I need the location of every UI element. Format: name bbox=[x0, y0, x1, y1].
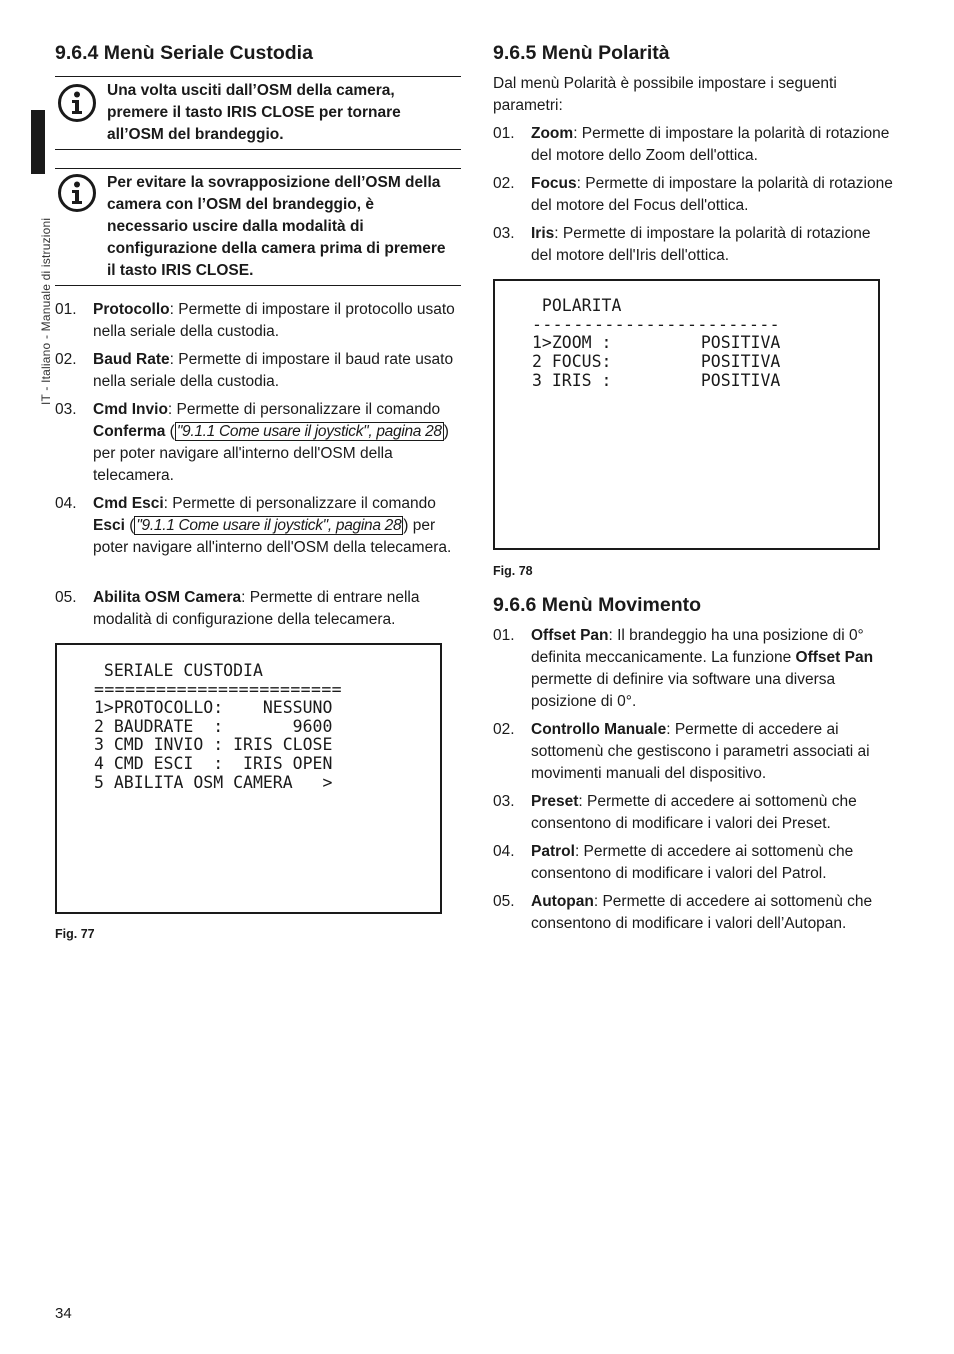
screen-line: ======================== bbox=[94, 680, 343, 699]
osm-screen-polarita bbox=[493, 279, 880, 550]
item-description: permette di definire via software una diversa posizione di 0°. bbox=[531, 671, 836, 710]
item-term-secondary: Esci bbox=[93, 517, 125, 534]
side-tab-bar bbox=[31, 110, 45, 174]
item-term: Cmd Esci bbox=[93, 495, 164, 512]
page-number: 34 bbox=[55, 1305, 72, 1322]
item-term: Zoom bbox=[531, 125, 574, 142]
item-term: Baud Rate bbox=[93, 351, 170, 368]
info-note-1-text: Una volta usciti dall’OSM della camera, premere il tasto IRIS CLOSE per tornare all’OSM del brandeggio. bbox=[107, 82, 401, 143]
screen-line: 2 FOCUS: POSITIVA bbox=[532, 352, 781, 371]
item-description: ( bbox=[165, 423, 175, 440]
item-term: Patrol bbox=[531, 843, 575, 860]
item-term: Focus bbox=[531, 175, 577, 192]
item-description: : Permette di accedere ai sottomenù che consentono di modificare i valori del Patrol. bbox=[531, 843, 854, 882]
item-number: 02. bbox=[493, 175, 515, 192]
screen-line: 2 BAUDRATE : 9600 bbox=[94, 717, 333, 736]
item-term: Abilita OSM Camera bbox=[93, 589, 242, 606]
item-description: : Permette di accedere ai sottomenù che consentono di modificare i valori dell’Autopan. bbox=[531, 893, 873, 932]
item-number: 04. bbox=[55, 495, 77, 512]
info-icon bbox=[57, 83, 97, 123]
item-number: 01. bbox=[493, 125, 515, 142]
cross-reference-link[interactable]: "9.1.1 Come usare il joystick", pagina 28 bbox=[176, 423, 442, 440]
section-title-movimento: 9.6.6 Menù Movimento bbox=[493, 594, 702, 616]
info-icon bbox=[57, 173, 97, 213]
screen-line: ------------------------ bbox=[532, 315, 781, 334]
item-number: 03. bbox=[493, 225, 515, 242]
item-description: : Permette di impostare il baud rate usato nella seriale della custodia. bbox=[93, 351, 454, 390]
item-description: : Permette di accedere ai sottomenù che gestiscono i parametri associati ai movimenti manuali del dispositivo. bbox=[531, 721, 870, 782]
item-description: ( bbox=[124, 517, 135, 534]
screen-line: 5 ABILITA OSM CAMERA > bbox=[94, 773, 333, 792]
item-term: Offset Pan bbox=[531, 627, 609, 644]
screen-line: 3 IRIS : POSITIVA bbox=[532, 371, 781, 390]
item-description: : Permette di impostare la polarità di rotazione del motore dello Zoom dell'ottica. bbox=[531, 125, 890, 164]
item-number: 05. bbox=[55, 589, 77, 606]
item-term-secondary: Offset Pan bbox=[795, 649, 874, 666]
info-note-1 bbox=[55, 76, 461, 150]
item-term: Preset bbox=[531, 793, 579, 810]
intro-paragraph: Dal menù Polarità è possibile impostare i seguenti parametri: bbox=[493, 75, 837, 114]
item-description: : Permette di impostare la polarità di rotazione del motore dell'Iris dell'ottica. bbox=[531, 225, 871, 264]
item-number: 03. bbox=[493, 793, 515, 810]
figure-caption: Fig. 77 bbox=[55, 927, 95, 941]
item-number: 03. bbox=[55, 401, 77, 418]
item-term: Protocollo bbox=[93, 301, 170, 318]
item-description: ) per poter navigare all'interno dell'OSM della telecamera. bbox=[93, 517, 452, 556]
cross-reference-link[interactable]: "9.1.1 Come usare il joystick", pagina 28 bbox=[136, 517, 402, 534]
item-term: Iris bbox=[531, 225, 555, 242]
item-description: : Il brandeggio ha una posizione di 0° definita meccanicamente. La funzione bbox=[531, 627, 864, 666]
info-note-2 bbox=[55, 168, 461, 286]
item-term-secondary: Conferma bbox=[93, 423, 166, 440]
screen-line: 1>PROTOCOLLO: NESSUNO bbox=[94, 698, 333, 717]
screen-line: 3 CMD INVIO : IRIS CLOSE bbox=[94, 735, 333, 754]
item-number: 01. bbox=[55, 301, 77, 318]
item-description: : Permette di impostare il protocollo usato nella seriale della custodia. bbox=[93, 301, 455, 340]
side-language-label: IT - Italiano - Manuale di istruzioni bbox=[39, 217, 53, 405]
item-description: ) per poter navigare all'interno dell'OSM della telecamera. bbox=[93, 423, 449, 484]
screen-line: SERIALE CUSTODIA bbox=[94, 661, 263, 680]
item-description: : Permette di personalizzare il comando bbox=[163, 495, 436, 512]
item-description: : Permette di personalizzare il comando bbox=[167, 401, 441, 418]
section-title-polarita: 9.6.5 Menù Polarità bbox=[493, 42, 670, 64]
section-title-seriale-custodia: 9.6.4 Menù Seriale Custodia bbox=[55, 42, 313, 64]
item-number: 04. bbox=[493, 843, 515, 860]
item-number: 01. bbox=[493, 627, 515, 644]
item-term: Controllo Manuale bbox=[531, 721, 667, 738]
screen-line: POLARITA bbox=[532, 296, 622, 315]
screen-line: 4 CMD ESCI : IRIS OPEN bbox=[94, 754, 333, 773]
info-note-2-text: Per evitare la sovrapposizione dell’OSM della camera con l’OSM del brandeggio, è necessario uscire dalla modalità di configurazione della camera prima di premere il tasto IRIS CLOSE. bbox=[107, 174, 446, 279]
item-term: Autopan bbox=[531, 893, 594, 910]
osm-screen-seriale-custodia bbox=[55, 643, 442, 914]
item-description: : Permette di accedere ai sottomenù che consentono di modificare i valori dei Preset. bbox=[531, 793, 857, 832]
item-number: 05. bbox=[493, 893, 515, 910]
item-description: : Permette di entrare nella modalità di configurazione della telecamera. bbox=[93, 589, 420, 628]
screen-line: 1>ZOOM : POSITIVA bbox=[532, 333, 781, 352]
item-number: 02. bbox=[493, 721, 515, 738]
item-description: : Permette di impostare la polarità di rotazione del motore del Focus dell'ottica. bbox=[531, 175, 893, 214]
item-term: Cmd Invio bbox=[93, 401, 168, 418]
figure-caption: Fig. 78 bbox=[493, 564, 533, 578]
item-number: 02. bbox=[55, 351, 77, 368]
